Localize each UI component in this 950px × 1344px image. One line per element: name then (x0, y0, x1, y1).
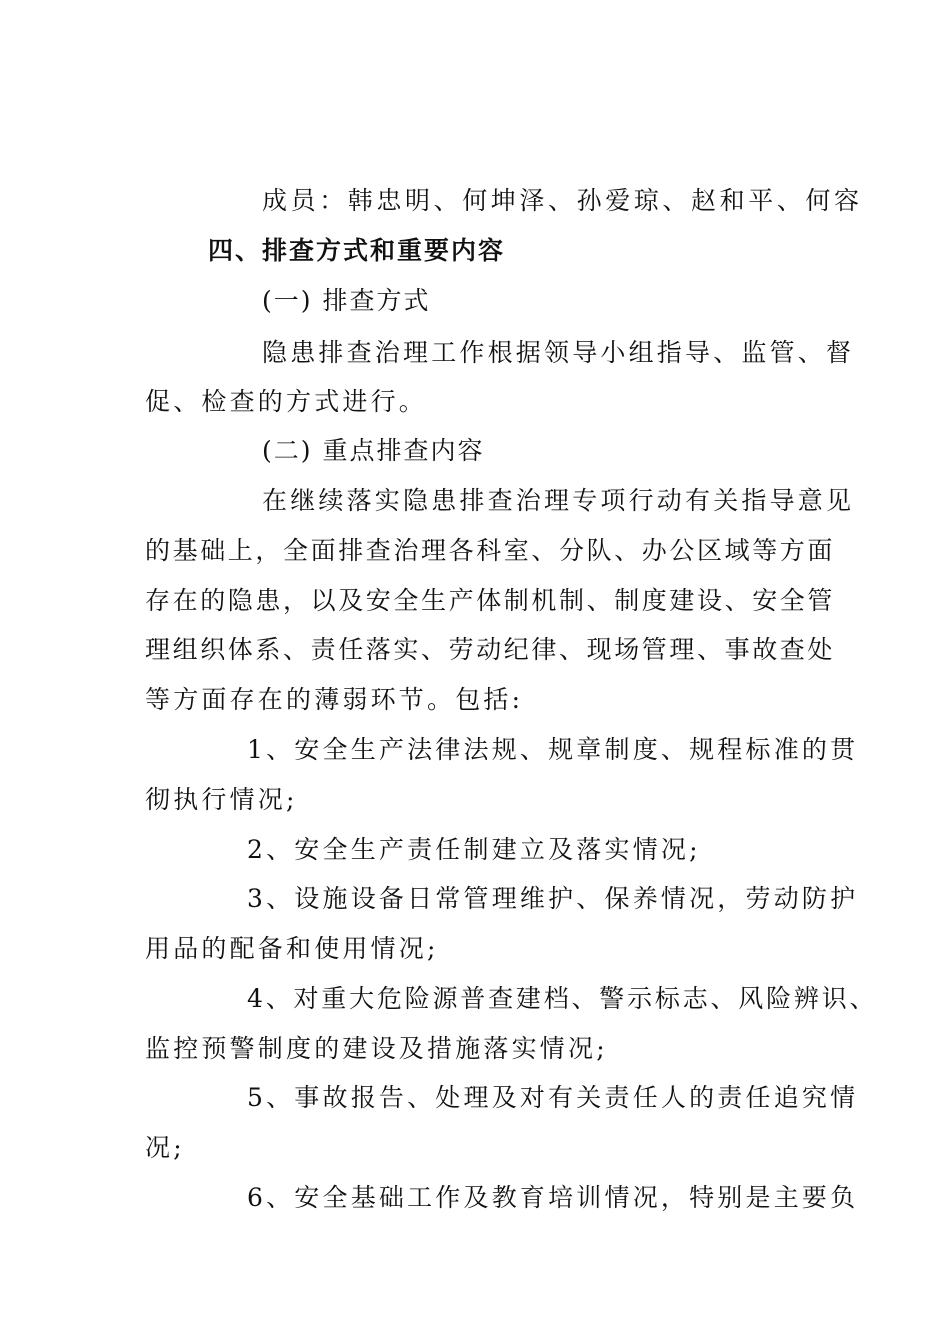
list-item-continuation: 监控预警制度的建设及措施落实情况; (145, 1034, 608, 1063)
list-item: 5、事故报告、处理及对有关责任人的责任追究情 (247, 1083, 859, 1112)
paragraph-line: 在继续落实隐患排查治理专项行动有关指导意见 (262, 486, 855, 515)
paragraph-line: 的基础上，全面排查治理各科室、分队、办公区域等方面 (145, 536, 836, 565)
paragraph-line: 等方面存在的薄弱环节。包括: (145, 685, 524, 714)
paragraph-line: 隐患排查治理工作根据领导小组指导、监管、督 (262, 338, 855, 367)
paragraph-line: 促、检查的方式进行。 (145, 387, 428, 416)
list-item: 1、安全生产法律法规、规章制度、规程标准的贯 (247, 735, 859, 764)
paragraph-line: 理组织体系、责任落实、劳动纪律、现场管理、事故查处 (145, 635, 836, 664)
list-item: 2、安全生产责任制建立及落实情况; (247, 835, 701, 864)
section-heading: 四、排查方式和重要内容 (208, 236, 506, 265)
list-item: 6、安全基础工作及教育培训情况，特别是主要负 (247, 1183, 859, 1212)
members-line: 成员：韩忠明、何坤泽、孙爱琼、赵和平、何容 (262, 186, 863, 215)
list-item-continuation: 况; (145, 1133, 185, 1162)
list-item: 3、设施设备日常管理维护、保养情况，劳动防护 (247, 884, 859, 913)
subsection-heading: (二) 重点排查内容 (262, 436, 485, 465)
paragraph-line: 存在的隐患，以及安全生产体制机制、制度建设、安全管 (145, 586, 836, 615)
list-item-continuation: 用品的配备和使用情况; (145, 934, 439, 963)
list-item: 4、对重大危险源普查建档、警示标志、风险辨识、 (247, 984, 878, 1013)
subsection-heading: (一) 排查方式 (262, 286, 431, 315)
list-item-continuation: 彻执行情况; (145, 785, 298, 814)
